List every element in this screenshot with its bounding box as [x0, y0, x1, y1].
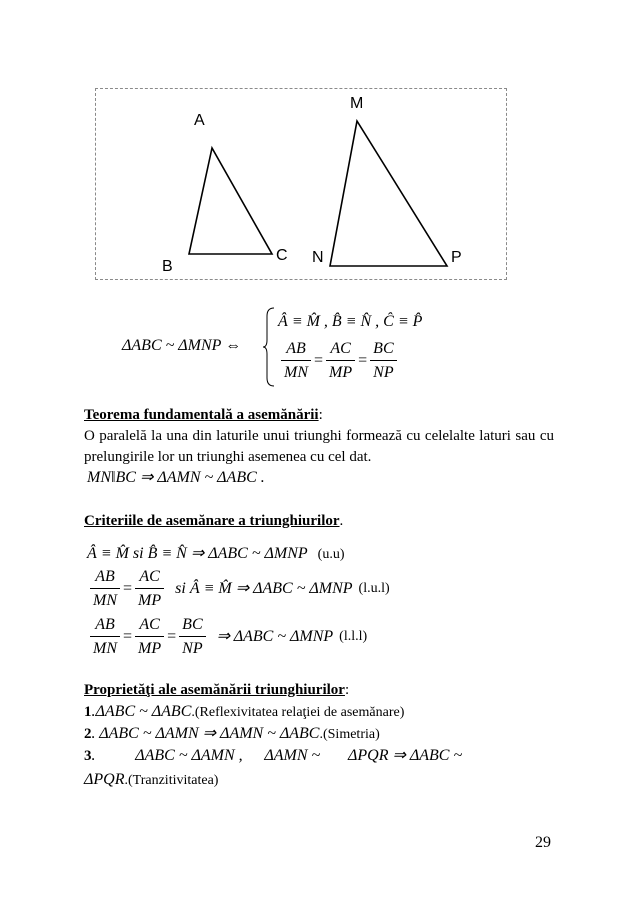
vertex-label-n: N — [312, 249, 324, 266]
fraction-ab-mn: $\frac{AB}{MN}$ — [90, 616, 120, 659]
criterion-lul: $\frac{AB}{MN}$ = $\frac{AC}{MP}$ si Â ≡ M̂ ⇒ ΔABC ~ ΔMNP (l.u.l) — [87, 568, 390, 611]
theorem-formula: MN‖BC ⇒ ΔAMN ~ ΔABC . — [87, 469, 265, 486]
properties-heading: Proprietăţi ale asemănării triunghiurilor: — [84, 682, 350, 698]
criterion-lll: $\frac{AB}{MN}$ = $\frac{AC}{MP}$ = $\frac{BC}{NP}$ ⇒ ΔABC ~ ΔMNP (l.l.l) — [87, 616, 367, 659]
vertex-label-p: P — [451, 249, 462, 266]
vertex-label-m: M — [350, 95, 364, 112]
criteria-heading: Criteriile de asemănare a triunghiurilor. — [84, 513, 344, 529]
fraction-bc-np: $\frac{BC}{NP}$ — [370, 340, 396, 383]
definition-ratios: $\frac{AB}{MN}$ = $\frac{AC}{MP}$ = $\frac{BC}{NP}$ — [278, 340, 400, 383]
definition-lhs: ΔABC ~ ΔMNP ⇔ — [122, 337, 242, 354]
fraction-bc-np: $\frac{BC}{NP}$ — [179, 616, 205, 659]
vertex-label-b: B — [162, 258, 173, 275]
theorem-body: O paralelă la una din laturile unui triunghi formează cu celelalte laturi sau cu prelungirile lor un triunghi asemenea cu cel dat. — [84, 428, 554, 465]
definition-angles: Â ≡ M̂ , B̂ ≡ N̂ , Ĉ ≡ P̂ — [278, 313, 423, 330]
triangle-abc — [189, 148, 272, 254]
property-3: 3. ΔABC ~ ΔAMN , ΔAMN ~ ΔPQR ⇒ ΔABC ~ — [84, 747, 463, 764]
property-2: 2. ΔABC ~ ΔAMN ⇒ ΔAMN ~ ΔABC.(Simetria) — [84, 725, 380, 742]
vertex-label-a: A — [194, 112, 205, 129]
fraction-ac-mp: $\frac{AC}{MP}$ — [326, 340, 355, 383]
criteria-title: Criteriile de asemănare a triunghiurilor — [84, 513, 340, 529]
theorem-title: Teorema fundamentală a asemănării — [84, 407, 319, 423]
vertex-label-c: C — [276, 247, 288, 264]
fraction-ab-mn: $\frac{AB}{MN}$ — [90, 568, 120, 611]
fraction-ac-mp: $\frac{AC}{MP}$ — [135, 568, 164, 611]
property-1: 1.ΔABC ~ ΔABC.(Reflexivitatea relaţiei de asemănare) — [84, 703, 405, 720]
page-number: 29 — [535, 834, 551, 851]
theorem-section: Teorema fundamentală a asemănării: O paralelă la una din laturile unui triunghi formează cu celelalte laturi sau cu prelungirile lor un triunghi asemenea cu cel dat. — [84, 405, 554, 468]
system-brace — [262, 306, 276, 388]
criterion-uu: Â ≡ M̂ si B̂ ≡ N̂ ⇒ ΔABC ~ ΔMNP (u.u) — [87, 545, 345, 562]
property-3-continued: ΔPQR.(Tranzitivitatea) — [84, 771, 219, 788]
fraction-ab-mn: $\frac{AB}{MN}$ — [281, 340, 311, 383]
triangle-mnp — [330, 121, 447, 266]
properties-title: Proprietăţi ale asemănării triunghiurilor — [84, 682, 345, 698]
fraction-ac-mp: $\frac{AC}{MP}$ — [135, 616, 164, 659]
